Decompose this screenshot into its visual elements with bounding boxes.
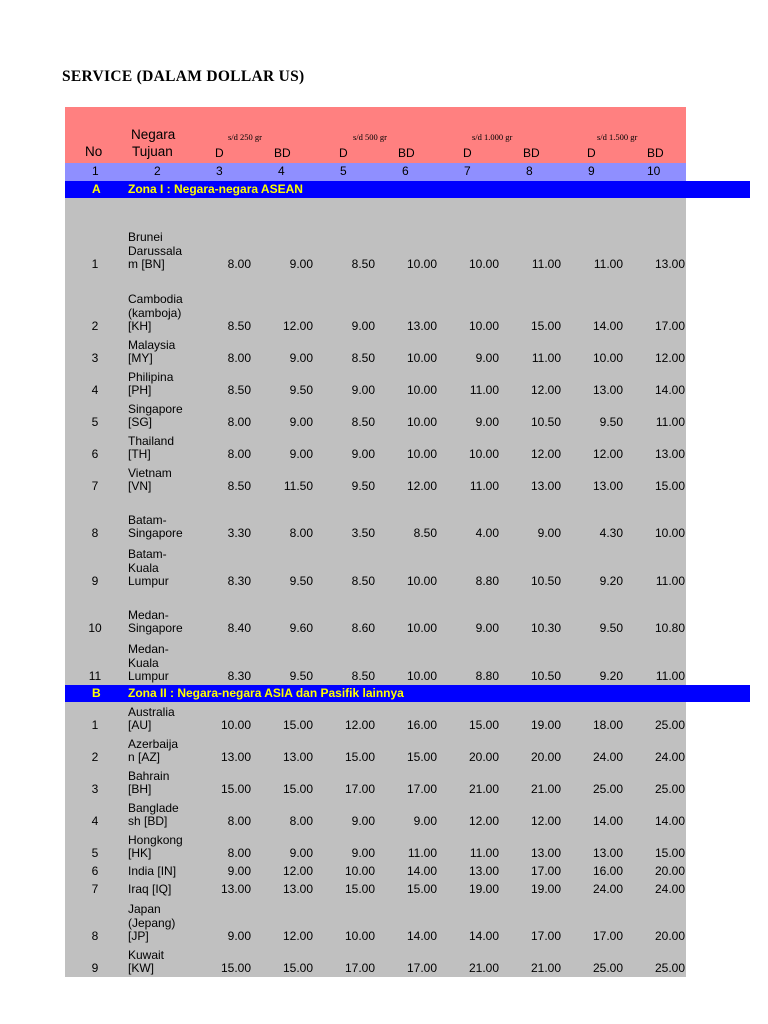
rate-value: 13.00: [282, 750, 313, 764]
country-name: [AU]: [128, 718, 152, 732]
rate-value: 14.00: [468, 929, 499, 943]
country-name: India [IN]: [128, 864, 177, 878]
colnum-cell: 8: [526, 164, 533, 178]
header-sub-bd: BD: [647, 146, 664, 160]
country-name: Bahrain: [128, 768, 170, 783]
rate-value: 9.00: [289, 415, 313, 429]
header-weight-500: s/d 500 gr: [353, 132, 387, 142]
zone-header: [65, 685, 750, 702]
rate-value: 20.00: [654, 864, 685, 878]
column-number-row: [65, 163, 686, 181]
country-name: [SG]: [128, 415, 153, 429]
country-name: Philipina: [128, 369, 174, 384]
rate-value: 13.00: [530, 479, 561, 493]
country-name: [KH]: [128, 319, 152, 333]
rate-value: 11.00: [531, 257, 561, 271]
table-row: [65, 590, 686, 637]
country-name: Lumpur: [128, 574, 169, 588]
table-row: [65, 495, 686, 542]
header-sub-bd: BD: [398, 146, 415, 160]
rate-value: 10.00: [406, 257, 437, 271]
rate-value: 15.00: [282, 961, 313, 975]
table-row: [65, 830, 686, 862]
table-row: [65, 945, 686, 977]
table-row: [65, 335, 686, 367]
rate-value: 10.00: [468, 257, 499, 271]
rate-value: 13.00: [654, 447, 685, 461]
rate-value: 11.00: [469, 479, 499, 493]
header-sub-d: D: [463, 146, 472, 160]
rate-value: 19.00: [530, 718, 561, 732]
rate-value: 11.00: [469, 383, 499, 397]
rate-value: 12.00: [654, 351, 685, 365]
rate-value: 11.00: [469, 846, 499, 860]
table-row: [65, 702, 686, 734]
rate-value: 12.00: [282, 929, 313, 943]
colnum-cell: 7: [464, 164, 471, 178]
table-row: [65, 862, 686, 880]
header-sub-bd: BD: [523, 146, 540, 160]
rate-value: 13.00: [592, 479, 623, 493]
rate-value: 24.00: [654, 750, 685, 764]
rate-value: 9.50: [599, 415, 623, 429]
rate-value: 8.80: [475, 669, 499, 683]
header-sub-d: D: [339, 146, 348, 160]
rate-value: 9.00: [289, 447, 313, 461]
country-name: Iraq [IQ]: [128, 882, 172, 896]
row-number: 8: [91, 526, 99, 540]
rate-value: 8.80: [475, 574, 499, 588]
rate-value: 8.50: [351, 415, 375, 429]
rate-value: 18.00: [592, 718, 623, 732]
rate-value: 9.00: [351, 447, 375, 461]
table-row: [65, 399, 686, 431]
table-row: [65, 198, 686, 273]
zone-code: B: [92, 686, 101, 700]
rate-value: 13.00: [468, 864, 499, 878]
zone-label: Zona II : Negara-negara ASIA dan Pasifik lainnya: [128, 686, 404, 700]
rate-value: 8.50: [351, 574, 375, 588]
rate-value: 21.00: [468, 961, 499, 975]
header-weight-1500: s/d 1.500 gr: [597, 132, 638, 142]
rate-value: 21.00: [530, 961, 561, 975]
rate-value: 9.00: [351, 383, 375, 397]
colnum-cell: 9: [588, 164, 595, 178]
table-row: [65, 898, 686, 945]
rate-value: 9.00: [413, 814, 437, 828]
country-name: (Jepang): [128, 915, 176, 930]
rate-value: 12.00: [530, 814, 561, 828]
rate-value: 14.00: [406, 864, 437, 878]
rate-value: 11.00: [593, 257, 623, 271]
rate-value: 10.00: [406, 669, 437, 683]
rate-value: 17.00: [654, 319, 685, 333]
rate-value: 14.00: [406, 929, 437, 943]
rate-value: 8.60: [351, 621, 375, 635]
country-name: Azerbaija: [128, 736, 179, 751]
rate-value: 25.00: [654, 718, 685, 732]
country-name: [PH]: [128, 383, 152, 397]
colnum-cell: 6: [402, 164, 409, 178]
header-no: No: [85, 144, 103, 159]
row-number: 5: [91, 846, 99, 860]
rate-value: 17.00: [530, 864, 561, 878]
rate-value: 17.00: [406, 961, 437, 975]
country-name: Medan-: [128, 642, 169, 656]
rate-value: 10.50: [530, 415, 561, 429]
row-number: 4: [91, 383, 99, 397]
rate-value: 14.00: [592, 319, 623, 333]
rate-value: 13.00: [530, 846, 561, 860]
rate-value: 10.00: [344, 929, 375, 943]
rate-value: 11.00: [407, 846, 437, 860]
country-name: Batam-: [128, 512, 167, 527]
zone-code: A: [92, 182, 101, 196]
rate-value: 9.50: [289, 669, 313, 683]
rate-value: 8.00: [289, 814, 313, 828]
country-name: Singapore: [128, 526, 183, 540]
rate-value: 10.00: [344, 864, 375, 878]
country-name: Kuala: [128, 560, 159, 575]
rate-value: 4.00: [475, 526, 499, 540]
zone-label: Zona I : Negara-negara ASEAN: [128, 182, 303, 196]
rate-value: 9.00: [351, 319, 375, 333]
rate-value: 19.00: [468, 882, 499, 896]
rate-value: 9.00: [227, 929, 251, 943]
rate-value: 12.00: [406, 479, 437, 493]
rate-value: 10.00: [468, 447, 499, 461]
rate-value: 10.80: [654, 621, 685, 635]
country-name: Singapore: [128, 401, 183, 416]
rate-value: 25.00: [592, 961, 623, 975]
rate-value: 8.30: [227, 669, 251, 683]
colnum-cell: 1: [92, 164, 99, 178]
rate-value: 9.50: [599, 621, 623, 635]
country-name: [VN]: [128, 479, 152, 493]
rate-value: 10.00: [406, 574, 437, 588]
rate-value: 9.00: [289, 846, 313, 860]
country-name: Malaysia: [128, 337, 176, 352]
rate-value: 14.00: [592, 814, 623, 828]
rate-value: 11.00: [655, 574, 685, 588]
rate-value: 17.00: [344, 782, 375, 796]
row-number: 2: [91, 750, 99, 764]
colnum-cell: 10: [647, 164, 661, 178]
country-name: [MY]: [128, 351, 153, 365]
rate-value: 21.00: [530, 782, 561, 796]
rate-value: 20.00: [654, 929, 685, 943]
rate-value: 8.50: [351, 669, 375, 683]
colnum-cell: 3: [216, 164, 223, 178]
country-name: Medan-: [128, 607, 169, 622]
row-number: 6: [91, 864, 99, 878]
country-name: Australia: [128, 704, 175, 719]
rate-value: 10.30: [530, 621, 561, 635]
country-name: [HK]: [128, 846, 152, 860]
rate-value: 15.00: [344, 882, 375, 896]
rate-value: 25.00: [592, 782, 623, 796]
country-name: m [BN]: [128, 257, 165, 271]
row-number: 11: [88, 669, 102, 683]
rate-value: 21.00: [468, 782, 499, 796]
rate-value: 10.00: [406, 383, 437, 397]
rate-value: 24.00: [592, 750, 623, 764]
rate-value: 4.30: [599, 526, 623, 540]
rate-value: 15.00: [220, 961, 251, 975]
rate-value: 9.00: [289, 257, 313, 271]
rate-value: 13.00: [220, 882, 251, 896]
rate-value: 14.00: [654, 383, 685, 397]
rate-value: 10.50: [530, 574, 561, 588]
rate-value: 19.00: [530, 882, 561, 896]
row-number: 4: [91, 814, 99, 828]
rate-value: 16.00: [406, 718, 437, 732]
rate-value: 8.30: [227, 574, 251, 588]
rate-value: 8.00: [227, 814, 251, 828]
rate-value: 15.00: [530, 319, 561, 333]
rate-value: 15.00: [406, 882, 437, 896]
rate-value: 10.00: [406, 415, 437, 429]
rate-value: 15.00: [654, 479, 685, 493]
header-sub-d: D: [587, 146, 596, 160]
country-name: [KW]: [128, 961, 154, 975]
rate-value: 13.00: [282, 882, 313, 896]
rate-value: 24.00: [592, 882, 623, 896]
rate-value: 8.50: [413, 526, 437, 540]
rate-value: 13.00: [406, 319, 437, 333]
rate-value: 10.00: [220, 718, 251, 732]
rate-value: 16.00: [592, 864, 623, 878]
rate-value: 3.50: [351, 526, 375, 540]
country-name: Kuala: [128, 655, 159, 670]
row-number: 6: [91, 447, 99, 461]
table-row: [65, 542, 686, 590]
rate-value: 12.00: [282, 864, 313, 878]
country-name: Japan: [128, 902, 161, 916]
rate-value: 13.00: [654, 257, 685, 271]
rate-value: 9.00: [227, 864, 251, 878]
rate-value: 9.00: [475, 351, 499, 365]
rate-value: 8.00: [227, 846, 251, 860]
rate-value: 20.00: [468, 750, 499, 764]
rate-value: 13.00: [592, 846, 623, 860]
rate-value: 11.00: [655, 669, 685, 683]
rate-value: 20.00: [530, 750, 561, 764]
rate-value: 9.50: [289, 383, 313, 397]
row-number: 3: [91, 351, 99, 365]
rate-value: 9.00: [351, 814, 375, 828]
rate-value: 25.00: [654, 782, 685, 796]
country-name: Cambodia: [128, 292, 183, 306]
table-row: [65, 766, 686, 798]
rate-value: 9.00: [351, 846, 375, 860]
rate-value: 12.00: [592, 447, 623, 461]
rate-value: 24.00: [654, 882, 685, 896]
rate-value: 15.00: [468, 718, 499, 732]
country-name: (kamboja): [128, 305, 182, 320]
rate-value: 13.00: [220, 750, 251, 764]
rate-value: 12.00: [282, 319, 313, 333]
country-name: [BH]: [128, 782, 152, 796]
rate-table: [65, 107, 750, 977]
rate-value: 25.00: [654, 961, 685, 975]
rate-value: 12.00: [344, 718, 375, 732]
rate-value: 10.00: [406, 447, 437, 461]
rate-value: 8.00: [227, 351, 251, 365]
row-number: 1: [91, 718, 99, 732]
table-row: [65, 734, 686, 766]
row-number: 7: [91, 882, 99, 896]
rate-value: 15.00: [344, 750, 375, 764]
country-name: Singapore: [128, 621, 183, 635]
rate-value: 12.00: [530, 447, 561, 461]
country-name: n [AZ]: [128, 750, 161, 764]
header-negara: Negara: [131, 127, 176, 142]
rate-value: 15.00: [282, 782, 313, 796]
country-name: Thailand: [128, 433, 175, 448]
rate-value: 14.00: [654, 814, 685, 828]
rate-value: 11.50: [283, 479, 313, 493]
country-name: [TH]: [128, 447, 151, 461]
rate-value: 11.00: [655, 415, 685, 429]
rate-value: 12.00: [530, 383, 561, 397]
colnum-cell: 2: [154, 164, 161, 178]
rate-value: 17.00: [344, 961, 375, 975]
row-number: 1: [91, 257, 99, 271]
header-sub-d: D: [215, 146, 224, 160]
rate-value: 9.60: [289, 621, 313, 635]
colnum-cell: 4: [278, 164, 285, 178]
rate-value: 8.50: [351, 351, 375, 365]
header-tujuan: Tujuan: [132, 144, 173, 159]
country-name: Lumpur: [128, 669, 169, 683]
header-sub-bd: BD: [274, 146, 291, 160]
rate-value: 8.00: [227, 257, 251, 271]
page-title: SERVICE (DALAM DOLLAR US): [62, 68, 305, 85]
rate-value: 8.00: [289, 526, 313, 540]
rate-value: 8.50: [227, 479, 251, 493]
rate-value: 9.00: [475, 415, 499, 429]
rate-value: 9.00: [537, 526, 561, 540]
rate-value: 9.00: [289, 351, 313, 365]
country-name: [JP]: [128, 929, 149, 943]
table-row: [65, 273, 686, 335]
rate-value: 9.00: [475, 621, 499, 635]
country-name: Darussala: [128, 243, 183, 258]
header-weight-250: s/d 250 gr: [228, 132, 262, 142]
zone-header: [65, 181, 750, 198]
rate-value: 10.00: [406, 351, 437, 365]
rate-value: 11.00: [531, 351, 561, 365]
row-number: 3: [91, 782, 99, 796]
rate-value: 10.00: [406, 621, 437, 635]
colnum-cell: 5: [340, 164, 347, 178]
table-row: [65, 798, 686, 830]
rate-value: 10.50: [530, 669, 561, 683]
rate-value: 9.50: [289, 574, 313, 588]
rate-value: 9.50: [351, 479, 375, 493]
rate-value: 17.00: [530, 929, 561, 943]
country-name: Brunei: [128, 230, 163, 244]
country-name: Hongkong: [128, 832, 183, 847]
rate-value: 8.40: [227, 621, 251, 635]
header-weight-1000: s/d 1.000 gr: [472, 132, 513, 142]
rate-value: 13.00: [592, 383, 623, 397]
row-number: 9: [91, 961, 99, 975]
row-number: 7: [91, 479, 99, 493]
table-row: [65, 637, 686, 685]
country-name: Batam-: [128, 547, 167, 561]
rate-value: 17.00: [592, 929, 623, 943]
rate-value: 15.00: [282, 718, 313, 732]
country-name: Banglade: [128, 800, 179, 815]
country-name: Vietnam: [128, 465, 172, 480]
rate-value: 12.00: [468, 814, 499, 828]
rate-value: 10.00: [468, 319, 499, 333]
rate-value: 15.00: [654, 846, 685, 860]
rate-value: 8.50: [227, 383, 251, 397]
rate-value: 15.00: [220, 782, 251, 796]
table-row: [65, 463, 686, 495]
country-name: Kuwait: [128, 947, 165, 962]
zones-container: [65, 181, 750, 977]
row-number: 2: [91, 319, 99, 333]
rate-value: 3.30: [227, 526, 251, 540]
row-number: 9: [91, 574, 99, 588]
rate-value: 8.00: [227, 447, 251, 461]
table-header: [65, 107, 686, 163]
rate-value: 10.00: [654, 526, 685, 540]
rate-value: 8.50: [351, 257, 375, 271]
rate-value: 15.00: [406, 750, 437, 764]
row-number: 8: [91, 929, 99, 943]
rate-value: 9.20: [599, 669, 623, 683]
row-number: 5: [91, 415, 99, 429]
table-row: [65, 367, 686, 399]
country-name: sh [BD]: [128, 814, 168, 828]
row-number: 10: [88, 621, 102, 635]
rate-value: 17.00: [406, 782, 437, 796]
table-row: [65, 880, 686, 898]
table-row: [65, 431, 686, 463]
rate-value: 10.00: [592, 351, 623, 365]
rate-value: 9.20: [599, 574, 623, 588]
rate-value: 8.50: [227, 319, 251, 333]
rate-value: 8.00: [227, 415, 251, 429]
